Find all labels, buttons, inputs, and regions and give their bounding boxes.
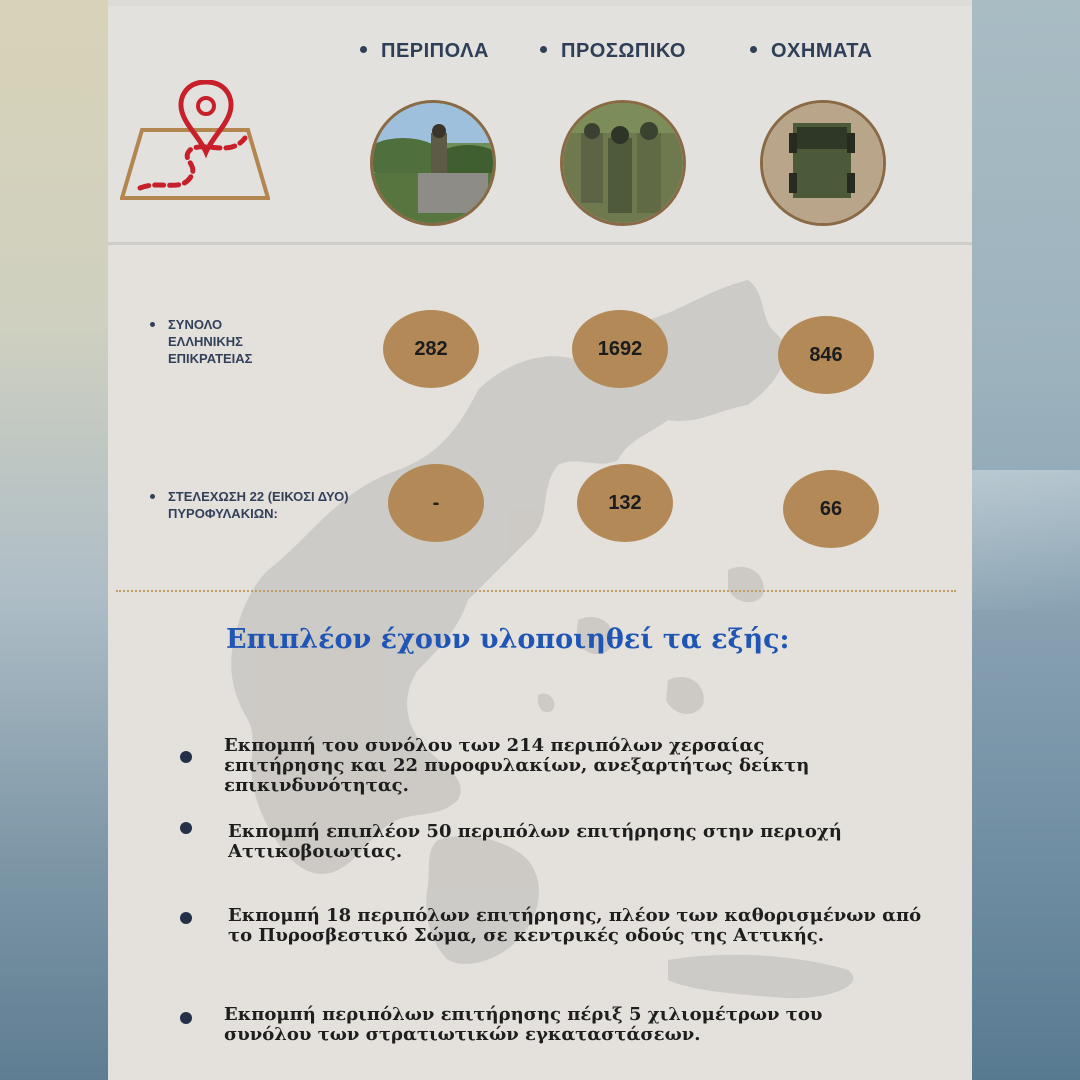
list-item: Εκπομπή επιπλέον 50 περιπόλων επιτήρησης στην περιοχή Αττικοβοιωτίας. [228, 821, 842, 862]
row-label-total: ΣΥΝΟΛΟ ΕΛΛΗΝΙΚΗΣ ΕΠΙΚΡΑΤΕΙΑΣ [168, 316, 298, 367]
patrol-photo [370, 100, 496, 226]
background-left [0, 0, 108, 1080]
list-item: Εκπομπή 18 περιπόλων επιτήρησης, πλέον των καθορισμένων από το Πυροσβεστικό Σώμα, σε κεντρικές οδούς της Αττικής. [228, 905, 922, 946]
list-bullet [180, 751, 192, 763]
list-bullet [180, 1012, 192, 1024]
personnel-photo [560, 100, 686, 226]
bullet-dot [750, 46, 757, 53]
stat-badge-total-personnel: 1692 [572, 310, 668, 388]
bullet-dot [150, 322, 155, 327]
column-header-patrols: ΠΕΡΙΠΟΛΑ [360, 40, 489, 63]
bullet-dot [360, 46, 367, 53]
background-streak [972, 470, 1080, 610]
list-item: Εκπομπή του συνόλου των 214 περιπόλων χερσαίας επιτήρησης και 22 πυροφυλακίων, ανεξαρτήτως δείκτη επικινδυνότητας. [224, 735, 810, 796]
stat-badge-lookout-patrols: - [388, 464, 484, 542]
infographic-panel [108, 0, 972, 1080]
vehicle-photo [760, 100, 886, 226]
column-header-personnel: ΠΡΟΣΩΠΙΚΟ [540, 40, 686, 63]
stat-badge-lookout-vehicles: 66 [783, 470, 879, 548]
stat-badge-total-patrols: 282 [383, 310, 479, 388]
list-bullet [180, 822, 192, 834]
bullet-dot [150, 494, 155, 499]
stat-badge-total-vehicles: 846 [778, 316, 874, 394]
bullet-dot [540, 46, 547, 53]
map-pin-icon [120, 80, 270, 205]
list-item: Εκπομπή περιπόλων επιτήρησης πέριξ 5 χιλιομέτρων του συνόλου των στρατιωτικών εγκαταστάσεων. [224, 1004, 823, 1045]
column-header-vehicles: ΟΧΗΜΑΤΑ [750, 40, 872, 63]
row-label-fire-lookouts: ΣΤΕΛΕΧΩΣΗ 22 (ΕΙΚΟΣΙ ΔΥΟ) ΠΥΡΟΦΥΛΑΚΙΩΝ: [168, 488, 388, 522]
stat-badge-lookout-personnel: 132 [577, 464, 673, 542]
section-divider [116, 590, 956, 592]
section-title: Επιπλέον έχουν υλοποιηθεί τα εξής: [226, 624, 790, 655]
list-bullet [180, 912, 192, 924]
